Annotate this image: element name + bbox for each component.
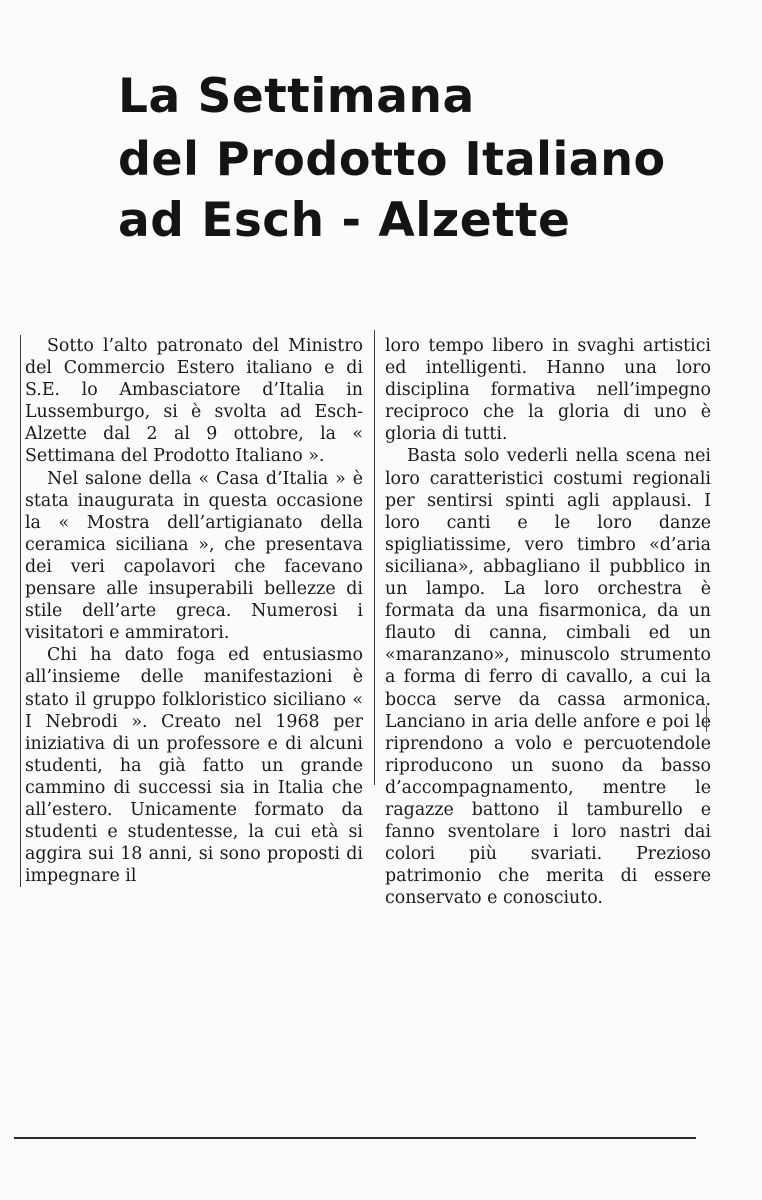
headline-line-3: ad Esch - Alzette xyxy=(118,193,571,248)
paragraph: Nel salone della « Casa d’Italia » è stata inaugurata in questa occasione la « Mostra dell’artigianato della ceramica siciliana », che presentava dei veri capolavori che facevano pensare alle insuperabili bellezze di stile dell’arte greca. Numerosi i visitatori e ammiratori. xyxy=(25,468,363,644)
paragraph: Sotto l’alto patronato del Ministro del Commercio Estero italiano e di S.E. lo Ambasciatore d’Italia in Lussemburgo, si è svolta ad Esch-Alzette dal 2 al 9 ottobre, la « Settimana del Prodotto Italiano ». xyxy=(25,336,363,467)
article-column-left xyxy=(20,335,363,887)
paragraph: loro tempo libero in svaghi artistici ed intelligenti. Hanno una loro disciplina formativa nell’impegno reciproco che la gloria di uno è gloria di tutti. xyxy=(385,336,711,445)
paragraph: Basta solo vederli nella scena nei loro caratteristici costumi regionali per sentirsi spinti agli applausi. I loro canti e le loro danze spigliatissime, vero timbro «d’aria siciliana», abbagliano il pubblico in un lampo. La loro orchestra è formata da una fisarmonica, da un flauto di canna, cimbali ed un «maranzano», minuscolo strumento a forma di ferro di cavallo, a cui la bocca serve da cassa armonica. Lanciano in aria delle anfore e poi le riprendono a volo e percuotendole riproducono un suono da basso d’accompagnamento, mentre le ragazze battono il tamburello e fanno sventolare i loro nastri dai colori più svariati. Prezioso patrimonio che merita di essere conservato e conosciuto. xyxy=(385,446,711,909)
bottom-rule xyxy=(14,1137,696,1139)
margin-mark xyxy=(706,706,707,732)
article-column-right xyxy=(385,335,711,909)
headline-line-1: La Settimana xyxy=(118,69,475,124)
headline-line-2: del Prodotto Italiano xyxy=(118,132,666,186)
article-headline xyxy=(118,66,718,252)
paragraph: Chi ha dato foga ed entusiasmo all’insieme delle manifestazioni è stato il gruppo folkloristico siciliano « I Nebrodi ». Creato nel 1968 per iniziativa di un professore e di alcuni studenti, ha già fatto un grande cammino di successi sia in Italia che all’estero. Unicamente formato da studenti e studentesse, la cui età si aggira sui 18 anni, si sono proposti di impegnare il xyxy=(25,645,363,887)
column-divider xyxy=(374,330,375,785)
